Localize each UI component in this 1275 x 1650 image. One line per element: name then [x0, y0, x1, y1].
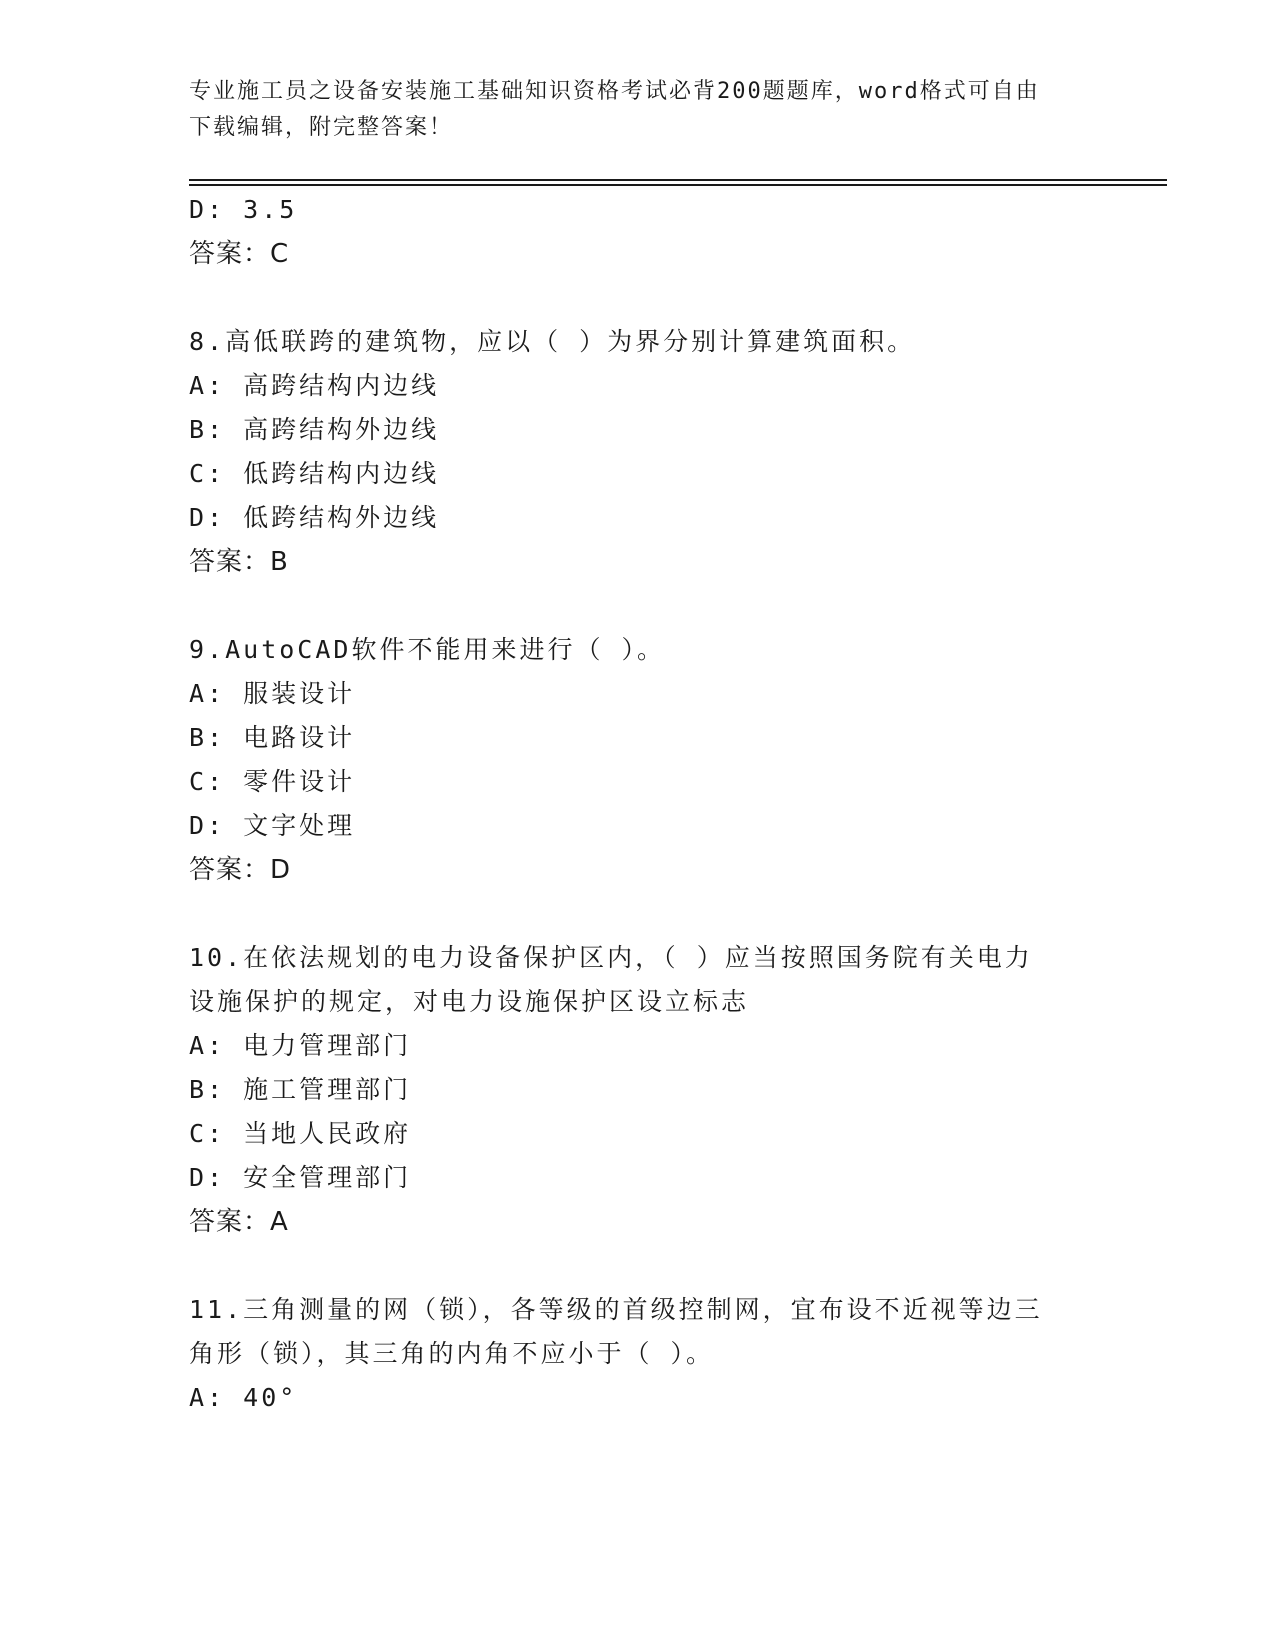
- document-header: [189, 74, 1089, 146]
- q11-option-a: A: 40°: [189, 1383, 298, 1412]
- q10-option-c: C: 当地人民政府: [189, 1119, 412, 1148]
- header-rule-bottom: [189, 184, 1167, 186]
- q9-option-a: A: 服装设计: [189, 679, 356, 708]
- q10-option-a: A: 电力管理部门: [189, 1031, 412, 1060]
- q9-option-b: B: 电路设计: [189, 723, 356, 752]
- q11-stem-line-1: 11.三角测量的网（锁），各等级的首级控制网，宜布设不近视等边三: [189, 1295, 1043, 1324]
- q8-stem: 8.高低联跨的建筑物，应以（ ）为界分别计算建筑面积。: [189, 327, 916, 356]
- q8-option-a: A: 高跨结构内边线: [189, 371, 440, 400]
- q11-stem-line-2: 角形（锁），其三角的内角不应小于（ ）。: [189, 1339, 715, 1368]
- q8-option-b: B: 高跨结构外边线: [189, 415, 440, 444]
- q8-option-c: C: 低跨结构内边线: [189, 459, 440, 488]
- q9-option-c: C: 零件设计: [189, 767, 356, 796]
- header-rule-top: [189, 179, 1167, 181]
- q10-option-b: B: 施工管理部门: [189, 1075, 412, 1104]
- q8-option-d: D: 低跨结构外边线: [189, 503, 440, 532]
- q10-stem-line-2: 设施保护的规定，对电力设施保护区设立标志: [189, 987, 750, 1016]
- prev-option-d: D: 3.5: [189, 195, 298, 224]
- q10-option-d: D: 安全管理部门: [189, 1163, 412, 1192]
- q10-answer: 答案：A: [189, 1207, 289, 1237]
- header-line-1: 专业施工员之设备安装施工基础知识资格考试必背200题题库，word格式可自由: [189, 79, 1040, 104]
- q8-answer: 答案：B: [189, 547, 289, 577]
- header-line-2: 下载编辑，附完整答案！: [189, 115, 454, 140]
- q9-stem: 9.AutoCAD软件不能用来进行（ ）。: [189, 635, 666, 664]
- q9-option-d: D: 文字处理: [189, 811, 356, 840]
- q9-answer: 答案：D: [189, 855, 292, 885]
- prev-answer: 答案：C: [189, 239, 290, 269]
- q10-stem-line-1: 10.在依法规划的电力设备保护区内，（ ）应当按照国务院有关电力: [189, 943, 1033, 972]
